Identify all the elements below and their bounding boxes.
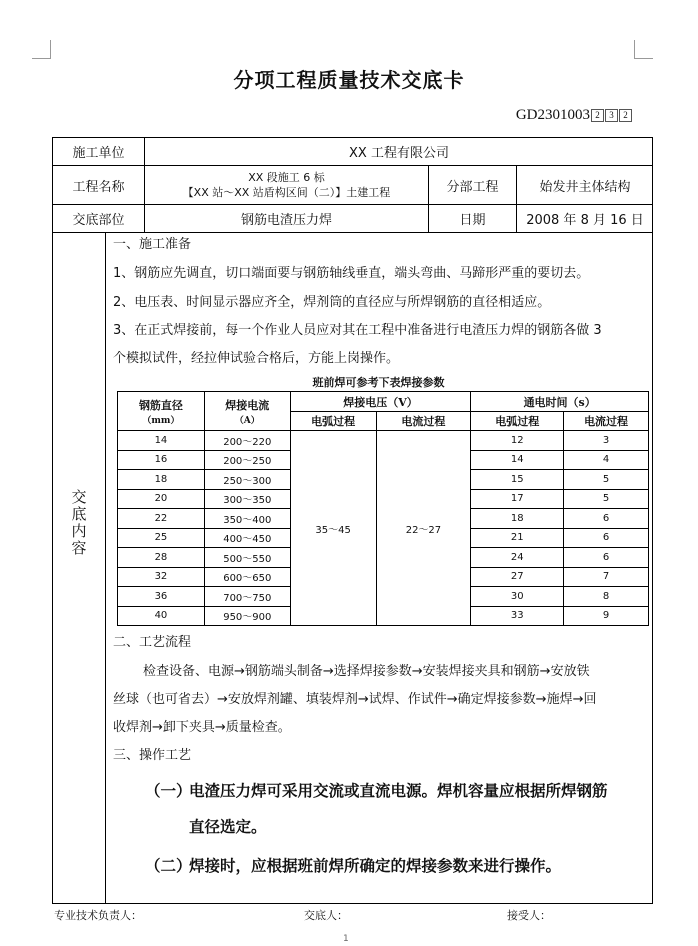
header-slag-voltage: 电流过程 (376, 412, 471, 431)
ops-item-1-line-2: 直径选定。 (189, 817, 267, 836)
header-current-label: 焊接电流 (225, 398, 270, 412)
page-corner-mark (32, 40, 51, 59)
header-current-unit: （A） (234, 415, 260, 426)
slag-time-cell: 9 (564, 606, 649, 626)
ops-heading: 三、操作工艺 (113, 748, 192, 763)
slag-time-cell: 8 (564, 587, 649, 607)
prep-heading: 一、施工准备 (113, 237, 192, 252)
unit-value: XX 工程有限公司 (349, 146, 449, 161)
diameter-cell: 25 (118, 528, 205, 548)
current-cell: 500～550 (204, 548, 290, 568)
receiver-signature: 接受人： (507, 909, 551, 922)
ops-item-1-number: （一） (145, 781, 192, 800)
date-label: 日期 (459, 213, 486, 228)
arc-time-cell: 21 (471, 528, 564, 548)
disclosure-form (52, 137, 653, 904)
slag-time-cell: 6 (564, 528, 649, 548)
arc-voltage-cell: 35～45 (290, 431, 376, 626)
code-prefix: GD2301003 (515, 107, 590, 123)
diameter-cell: 22 (118, 509, 205, 529)
header-diameter (118, 392, 205, 431)
slag-time-cell: 6 (564, 548, 649, 568)
header-arc-time: 电弧过程 (471, 412, 564, 431)
header-diameter-label: 钢筋直径 (138, 398, 183, 412)
diameter-cell: 14 (118, 431, 205, 451)
page-number: 1 (343, 934, 349, 944)
grid-line (53, 232, 652, 233)
flow-line-1: 检查设备、电源→钢筋端头制备→选择焊接参数→安装焊接夹具和钢筋→安放铁 (143, 664, 590, 679)
arc-time-cell: 18 (471, 509, 564, 529)
side-label: 交底内容 (69, 489, 88, 557)
arc-time-cell: 33 (471, 606, 564, 626)
current-cell: 350～400 (204, 509, 290, 529)
document-code (516, 107, 632, 124)
project-value (145, 166, 428, 204)
arc-time-cell: 17 (471, 489, 564, 509)
current-cell: 400～450 (204, 528, 290, 548)
slag-time-cell: 7 (564, 567, 649, 587)
document-title: 分项工程质量技术交底卡 (233, 68, 465, 92)
page-corner-mark (634, 40, 653, 59)
project-label: 工程名称 (72, 179, 125, 195)
arc-time-cell: 27 (471, 567, 564, 587)
slag-time-cell: 5 (564, 489, 649, 509)
params-table-body (118, 431, 649, 626)
current-cell: 200～250 (204, 450, 290, 470)
params-table (117, 391, 649, 626)
subproject-value: 始发井主体结构 (539, 179, 631, 195)
project-line-2: 【XX 站～XX 站盾构区间（二）】土建工程 (182, 186, 391, 199)
ops-item-1-line-1: 电渣压力焊可采用交流或直流电源。焊机容量应根据所焊钢筋 (189, 781, 608, 800)
arc-time-cell: 24 (471, 548, 564, 568)
part-value: 钢筋电渣压力焊 (240, 213, 332, 228)
header-current (204, 392, 290, 431)
current-cell: 300～350 (204, 489, 290, 509)
arc-time-cell: 30 (471, 587, 564, 607)
tech-lead-signature: 专业技术负责人： (54, 909, 142, 922)
slag-time-cell: 4 (564, 450, 649, 470)
header-slag-time: 电流过程 (564, 412, 649, 431)
header-time: 通电时间（s） (471, 392, 649, 412)
arc-time-cell: 15 (471, 470, 564, 490)
code-box: 2 (619, 109, 632, 122)
part-label: 交底部位 (72, 213, 125, 228)
current-cell: 950～900 (204, 606, 290, 626)
header-voltage: 焊接电压（V） (290, 392, 471, 412)
param-row (118, 431, 649, 451)
arc-time-cell: 12 (471, 431, 564, 451)
header-diameter-unit: （mm） (142, 415, 180, 426)
prep-item-1: 1、钢筋应先调直，切口端面要与钢筋轴线垂直，端头弯曲、马蹄形严重的要切去。 (113, 266, 590, 281)
prep-item-3-line-1: 3、在正式焊接前，每一个作业人员应对其在工程中准备进行电渣压力焊的钢筋各做 3 (113, 323, 602, 338)
code-box: 3 (605, 109, 618, 122)
current-cell: 250～300 (204, 470, 290, 490)
slag-time-cell: 6 (564, 509, 649, 529)
current-cell: 200～220 (204, 431, 290, 451)
diameter-cell: 36 (118, 587, 205, 607)
diameter-cell: 20 (118, 489, 205, 509)
diameter-cell: 18 (118, 470, 205, 490)
header-arc-voltage: 电弧过程 (290, 412, 376, 431)
current-cell: 600～650 (204, 567, 290, 587)
project-line-1: XX 段施工 6 标 (248, 171, 325, 184)
diameter-cell: 32 (118, 567, 205, 587)
flow-heading: 二、工艺流程 (113, 635, 192, 650)
prep-item-3-line-2: 个模拟试件，经拉伸试验合格后，方能上岗操作。 (113, 351, 400, 366)
arc-time-cell: 14 (471, 450, 564, 470)
diameter-cell: 16 (118, 450, 205, 470)
slag-voltage-cell: 22～27 (376, 431, 471, 626)
date-value: 2008 年 8 月 16 日 (526, 213, 644, 228)
grid-line (105, 232, 106, 904)
unit-label: 施工单位 (72, 146, 125, 161)
slag-time-cell: 5 (564, 470, 649, 490)
ops-item-2-line-1: 焊接时，应根据班前焊所确定的焊接参数来进行操作。 (189, 856, 562, 875)
subproject-label: 分部工程 (446, 179, 499, 195)
diameter-cell: 40 (118, 606, 205, 626)
flow-line-2: 丝球（也可省去）→安放焊剂罐、填装焊剂→试焊、作试件→确定焊接参数→施焊→回 (113, 692, 597, 707)
flow-line-3: 收焊剂→卸下夹具→质量检查。 (113, 720, 291, 735)
params-table-title: 班前焊可参考下表焊接参数 (312, 376, 445, 389)
code-box: 2 (591, 109, 604, 122)
diameter-cell: 28 (118, 548, 205, 568)
submitter-signature: 交底人： (304, 909, 348, 922)
prep-item-2: 2、电压表、时间显示器应齐全，焊剂筒的直径应与所焊钢筋的直径相适应。 (113, 295, 551, 310)
current-cell: 700～750 (204, 587, 290, 607)
slag-time-cell: 3 (564, 431, 649, 451)
ops-item-2-number: （二） (145, 856, 192, 875)
